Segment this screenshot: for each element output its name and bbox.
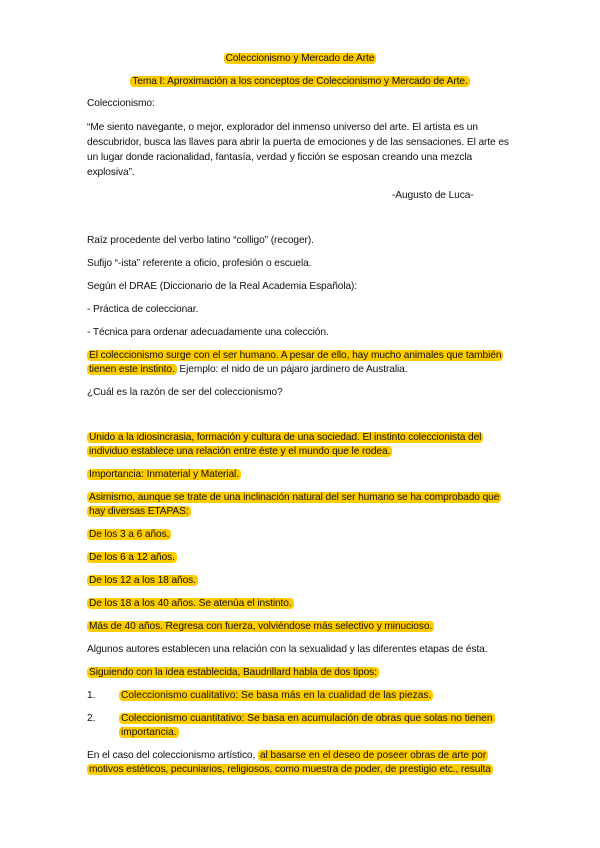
definition-line: Según el DRAE (Diccionario de la Real Academia Española): <box>87 281 358 292</box>
definition-line: - Técnica para ordenar adecuadamente una colección. <box>87 327 329 338</box>
origin-paragraph: tienen este instinto. Ejemplo: el nido de un pájaro jardinero de Australia. <box>89 364 408 375</box>
document-title: Coleccionismo y Mercado de Arte <box>225 53 375 64</box>
reason-paragraph: individuo establece una relación entre éste y el mundo que le rodea. <box>89 446 391 457</box>
stage-item: De los 12 a los 18 años. <box>89 575 196 586</box>
type-item: Coleccionismo cuantitativo: Se basa en acumulación de obras que solas no tienen <box>121 713 493 724</box>
artistic-paragraph: motivos estéticos, pecuniarios, religiosos, como muestra de poder, de prestigio etc., resulta <box>89 764 491 775</box>
question-line: ¿Cuál es la razón de ser del coleccionismo? <box>87 387 283 398</box>
list-number: 1. <box>87 690 96 701</box>
stages-intro: Asimismo, aunque se trate de una inclinación natural del ser humano se ha comprobado que <box>89 492 500 503</box>
quote-line: descubridor, busca las llaves para abrir la puerta de emociones y de las sensaciones. El arte es <box>87 137 509 148</box>
list-number: 2. <box>87 713 96 724</box>
sexuality-line: Algunos autores establecen una relación con la sexualidad y las diferentes etapas de ésta. <box>87 644 488 655</box>
document-subtitle: Tema I: Aproximación a los conceptos de Coleccionismo y Mercado de Arte. <box>132 76 468 87</box>
origin-paragraph: El coleccionismo surge con el ser humano. A pesar de ello, hay mucho animales que también <box>89 350 502 361</box>
definition-line: Raíz procedente del verbo latino “colligo” (recoger). <box>87 235 314 246</box>
stage-item: Más de 40 años. Regresa con fuerza, volviéndose más selectivo y minucioso. <box>89 621 433 632</box>
stages-intro: hay diversas ETAPAS: <box>89 506 189 517</box>
definition-line: - Práctica de coleccionar. <box>87 304 199 315</box>
quote-line: “Me siento navegante, o mejor, explorador del inmenso universo del arte. El artista es un <box>87 122 478 133</box>
type-item: importancia. <box>121 727 177 738</box>
quote-author: -Augusto de Luca- <box>392 190 474 201</box>
quote-line: explosiva”. <box>87 167 135 178</box>
section-label: Coleccionismo: <box>87 98 155 109</box>
definition-line: Sufijo “-ista” referente a oficio, profesión o escuela. <box>87 258 312 269</box>
baudrillard-line: Siguiendo con la idea establecida, Baudrillard habla de dos tipos: <box>89 667 377 678</box>
artistic-paragraph: En el caso del coleccionismo artístico, al basarse en el deseo de poseer obras de arte por <box>87 750 487 761</box>
quote-line: un lugar donde racionalidad, fantasía, verdad y ficción se esposan creando una mezcla <box>87 152 473 163</box>
importance-line: Importancia: Inmaterial y Material. <box>89 469 239 480</box>
stage-item: De los 18 a los 40 años. Se atenúa el instinto. <box>89 598 292 609</box>
type-item: Coleccionismo cualitativo: Se basa más en la cualidad de las piezas. <box>121 690 432 701</box>
stage-item: De los 6 a 12 años. <box>89 552 175 563</box>
reason-paragraph: Unido a la idiosincrasia, formación y cultura de una sociedad. El instinto coleccionista del <box>89 432 482 443</box>
stage-item: De los 3 a 6 años. <box>89 529 170 540</box>
